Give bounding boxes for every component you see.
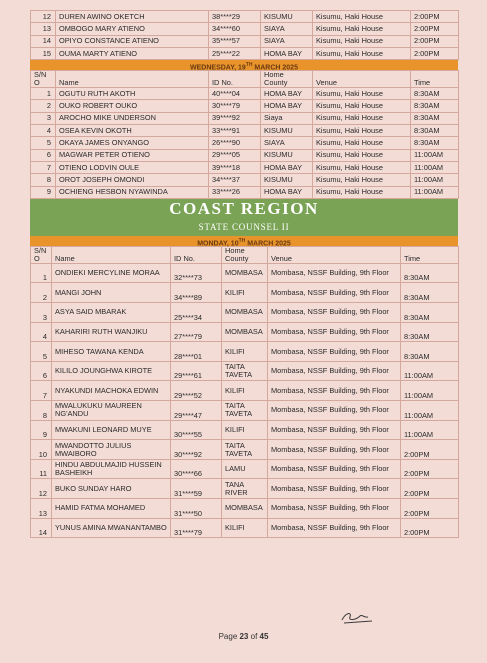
cell-time: 8:30AM [411,100,459,112]
cell-venue: Kisumu, Haki House [313,186,411,198]
cell-venue: Kisumu, Haki House [313,174,411,186]
cell-county: KILIFI [222,342,268,362]
cell-county: TAITA TAVETA [222,361,268,381]
cell-id: 33****91 [209,125,261,137]
cell-name: YUNUS AMINA MWANANTAMBO [52,518,171,538]
cell-venue: Kisumu, Haki House [313,149,411,161]
cell-sn: 3 [31,112,56,124]
table-row [31,112,459,124]
cell-time: 2:00PM [401,498,459,518]
cell-id: 31****59 [171,479,222,499]
cell-id: 40****04 [209,88,261,100]
cell-county: LAMU [222,459,268,479]
cell-venue: Mombasa, NSSF Building, 9th Floor [268,440,401,460]
cell-name: DUREN AWINO OKETCH [56,11,209,23]
cell-time: 2:00PM [411,23,459,35]
table-row [31,11,459,23]
cell-county: KILIFI [222,420,268,440]
cell-sn: 3 [31,303,52,323]
cell-id: 39****92 [209,112,261,124]
cell-name: OSEA KEVIN OKOTH [56,125,209,137]
cell-venue: Mombasa, NSSF Building, 9th Floor [268,342,401,362]
table-row [31,498,459,518]
signature-mark [338,608,378,626]
cell-id: 25****34 [171,303,222,323]
cell-time: 8:30AM [401,263,459,283]
cell-name: NYAKUNDI MACHOKA EDWIN [52,381,171,401]
cell-county: HOMA BAY [261,100,313,112]
header-id: ID No. [171,246,222,263]
date-header-monday: MONDAY, 10TH MARCH 2025 [30,236,458,246]
cell-county: KISUMU [261,174,313,186]
cell-venue: Mombasa, NSSF Building, 9th Floor [268,263,401,283]
table-row [31,303,459,323]
cell-time: 2:00PM [401,518,459,538]
cell-time: 11:00AM [401,401,459,421]
cell-time: 8:30AM [401,283,459,303]
table-row [31,161,459,173]
cell-id: 33****26 [209,186,261,198]
cell-sn: 15 [31,47,56,59]
cell-id: 29****52 [171,381,222,401]
cell-sn: 11 [31,459,52,479]
table-row [31,283,459,303]
cell-venue: Kisumu, Haki House [313,88,411,100]
cell-time: 11:00AM [401,420,459,440]
cell-time: 8:30AM [411,125,459,137]
header-time: Time [401,246,459,263]
cell-sn: 4 [31,125,56,137]
top-shortlist-table [30,10,459,60]
cell-name: HAMID FATMA MOHAMED [52,498,171,518]
cell-venue: Mombasa, NSSF Building, 9th Floor [268,303,401,323]
cell-venue: Kisumu, Haki House [313,11,411,23]
cell-county: MOMBASA [222,303,268,323]
page-footer: Page 23 of 45 [218,632,269,641]
cell-county: SIAYA [261,23,313,35]
cell-county: HOMA BAY [261,47,313,59]
header-id: ID No. [209,71,261,88]
cell-venue: Mombasa, NSSF Building, 9th Floor [268,459,401,479]
cell-sn: 9 [31,186,56,198]
cell-name: MWANDOTTO JULIUS MWAIBORO [52,440,171,460]
cell-venue: Mombasa, NSSF Building, 9th Floor [268,361,401,381]
cell-name: OUKO ROBERT OUKO [56,100,209,112]
cell-name: OCHIENG HESBON NYAWINDA [56,186,209,198]
cell-time: 11:00AM [411,174,459,186]
cell-sn: 7 [31,381,52,401]
cell-name: OGUTU RUTH AKOTH [56,88,209,100]
cell-id: 34****37 [209,174,261,186]
table-row [31,100,459,112]
cell-id: 31****50 [171,498,222,518]
document-page [30,10,458,538]
cell-id: 39****18 [209,161,261,173]
cell-id: 35****57 [209,35,261,47]
table-row [31,401,459,421]
cell-id: 28****01 [171,342,222,362]
table-row [31,125,459,137]
cell-id: 29****05 [209,149,261,161]
cell-county: HOMA BAY [261,161,313,173]
table-row [31,479,459,499]
table-row [31,518,459,538]
cell-id: 34****89 [171,283,222,303]
cell-name: MANGI JOHN [52,283,171,303]
table-row [31,440,459,460]
cell-county: HOMA BAY [261,186,313,198]
cell-name: OUMA MARTY ATIENO [56,47,209,59]
cell-county: KISUMU [261,125,313,137]
table-header-row [31,246,459,263]
cell-county: MOMBASA [222,263,268,283]
header-name: Name [56,71,209,88]
cell-time: 8:30AM [411,88,459,100]
cell-county: MOMBASA [222,322,268,342]
cell-sn: 9 [31,420,52,440]
cell-venue: Kisumu, Haki House [313,47,411,59]
table-row [31,361,459,381]
cell-id: 30****79 [209,100,261,112]
cell-id: 26****90 [209,137,261,149]
cell-sn: 13 [31,23,56,35]
cell-name: MWAKUNI LEONARD MUYE [52,420,171,440]
cell-name: BUKO SUNDAY HARO [52,479,171,499]
header-sn: S/N O [31,71,56,88]
cell-name: AROCHO MIKE UNDERSON [56,112,209,124]
cell-county: TAITA TAVETA [222,440,268,460]
table-row [31,459,459,479]
cell-county: KILIFI [222,518,268,538]
cell-time: 8:30AM [411,112,459,124]
cell-id: 29****61 [171,361,222,381]
cell-name: MAGWAR PETER OTIENO [56,149,209,161]
cell-id: 29****47 [171,401,222,421]
cell-id: 38****29 [209,11,261,23]
cell-venue: Mombasa, NSSF Building, 9th Floor [268,518,401,538]
cell-venue: Kisumu, Haki House [313,137,411,149]
cell-venue: Mombasa, NSSF Building, 9th Floor [268,498,401,518]
cell-sn: 14 [31,35,56,47]
header-sn: S/N O [31,246,52,263]
cell-id: 34****60 [209,23,261,35]
cell-time: 8:30AM [411,137,459,149]
cell-sn: 8 [31,401,52,421]
cell-name: HINDU ABDULMAJID HUSSEIN BASHEIKH [52,459,171,479]
cell-venue: Kisumu, Haki House [313,100,411,112]
cell-venue: Mombasa, NSSF Building, 9th Floor [268,420,401,440]
cell-county: KISUMU [261,11,313,23]
cell-venue: Kisumu, Haki House [313,112,411,124]
cell-sn: 7 [31,161,56,173]
cell-id: 30****92 [171,440,222,460]
table-row [31,186,459,198]
cell-id: 27****79 [171,322,222,342]
cell-time: 2:00PM [411,47,459,59]
cell-venue: Mombasa, NSSF Building, 9th Floor [268,283,401,303]
coast-shortlist-table [30,246,459,538]
table-row [31,381,459,401]
table-row [31,342,459,362]
cell-time: 11:00AM [411,186,459,198]
header-county: Home County [222,246,268,263]
table-row [31,137,459,149]
cell-county: KISUMU [261,149,313,161]
cell-venue: Mombasa, NSSF Building, 9th Floor [268,401,401,421]
table-row [31,420,459,440]
cell-sn: 6 [31,361,52,381]
cell-county: HOMA BAY [261,88,313,100]
cell-id: 32****73 [171,263,222,283]
cell-sn: 5 [31,137,56,149]
cell-sn: 1 [31,88,56,100]
region-title: COAST REGION [30,199,458,219]
cell-time: 8:30AM [401,322,459,342]
table-row [31,174,459,186]
cell-venue: Kisumu, Haki House [313,23,411,35]
cell-sn: 2 [31,100,56,112]
cell-county: KILIFI [222,283,268,303]
cell-sn: 14 [31,518,52,538]
table-row [31,35,459,47]
table-row [31,47,459,59]
cell-county: MOMBASA [222,498,268,518]
cell-time: 2:00PM [401,479,459,499]
cell-id: 25****22 [209,47,261,59]
cell-sn: 1 [31,263,52,283]
cell-time: 11:00AM [401,381,459,401]
cell-id: 31****79 [171,518,222,538]
cell-sn: 5 [31,342,52,362]
table-row [31,322,459,342]
rank-title: STATE COUNSEL II [30,219,458,236]
cell-county: KILIFI [222,381,268,401]
table-row [31,149,459,161]
cell-county: TAITA TAVETA [222,401,268,421]
cell-sn: 13 [31,498,52,518]
cell-county: SIAYA [261,137,313,149]
cell-venue: Kisumu, Haki House [313,35,411,47]
cell-time: 11:00AM [401,361,459,381]
cell-venue: Kisumu, Haki House [313,125,411,137]
table-row [31,23,459,35]
cell-time: 8:30AM [401,342,459,362]
header-venue: Venue [313,71,411,88]
cell-name: OTIENO LODVIN OULE [56,161,209,173]
cell-venue: Kisumu, Haki House [313,161,411,173]
table-row [31,263,459,283]
cell-time: 8:30AM [401,303,459,323]
header-venue: Venue [268,246,401,263]
table-header-row [31,71,459,88]
cell-county: Siaya [261,112,313,124]
header-county: Home County [261,71,313,88]
cell-id: 30****55 [171,420,222,440]
cell-name: ONDIEKI MERCYLINE MORAA [52,263,171,283]
cell-sn: 12 [31,11,56,23]
cell-name: OROT JOSEPH OMONDI [56,174,209,186]
cell-time: 2:00PM [411,35,459,47]
cell-time: 2:00PM [411,11,459,23]
cell-name: OPIYO CONSTANCE ATIENO [56,35,209,47]
cell-sn: 4 [31,322,52,342]
cell-venue: Mombasa, NSSF Building, 9th Floor [268,322,401,342]
table-row [31,88,459,100]
header-name: Name [52,246,171,263]
cell-county: SIAYA [261,35,313,47]
cell-name: ASYA SAID MBARAK [52,303,171,323]
cell-name: OMBOGO MARY ATIENO [56,23,209,35]
cell-name: MIHESO TAWANA KENDA [52,342,171,362]
cell-time: 11:00AM [411,149,459,161]
date-header-wednesday: WEDNESDAY, 19TH MARCH 2025 [30,60,458,70]
cell-name: KILILO JOUNGHWA KIROTE [52,361,171,381]
cell-time: 2:00PM [401,440,459,460]
header-time: Time [411,71,459,88]
cell-sn: 8 [31,174,56,186]
cell-sn: 10 [31,440,52,460]
cell-time: 11:00AM [411,161,459,173]
cell-name: MWALUKUKU MAUREEN NG'ANDU [52,401,171,421]
cell-name: OKAYA JAMES ONYANGO [56,137,209,149]
cell-sn: 12 [31,479,52,499]
cell-id: 30****66 [171,459,222,479]
cell-time: 2:00PM [401,459,459,479]
cell-sn: 6 [31,149,56,161]
cell-venue: Mombasa, NSSF Building, 9th Floor [268,381,401,401]
cell-sn: 2 [31,283,52,303]
cell-name: KAHARIRI RUTH WANJIKU [52,322,171,342]
cell-county: TANA RIVER [222,479,268,499]
wednesday-shortlist-table [30,70,459,199]
cell-venue: Mombasa, NSSF Building, 9th Floor [268,479,401,499]
